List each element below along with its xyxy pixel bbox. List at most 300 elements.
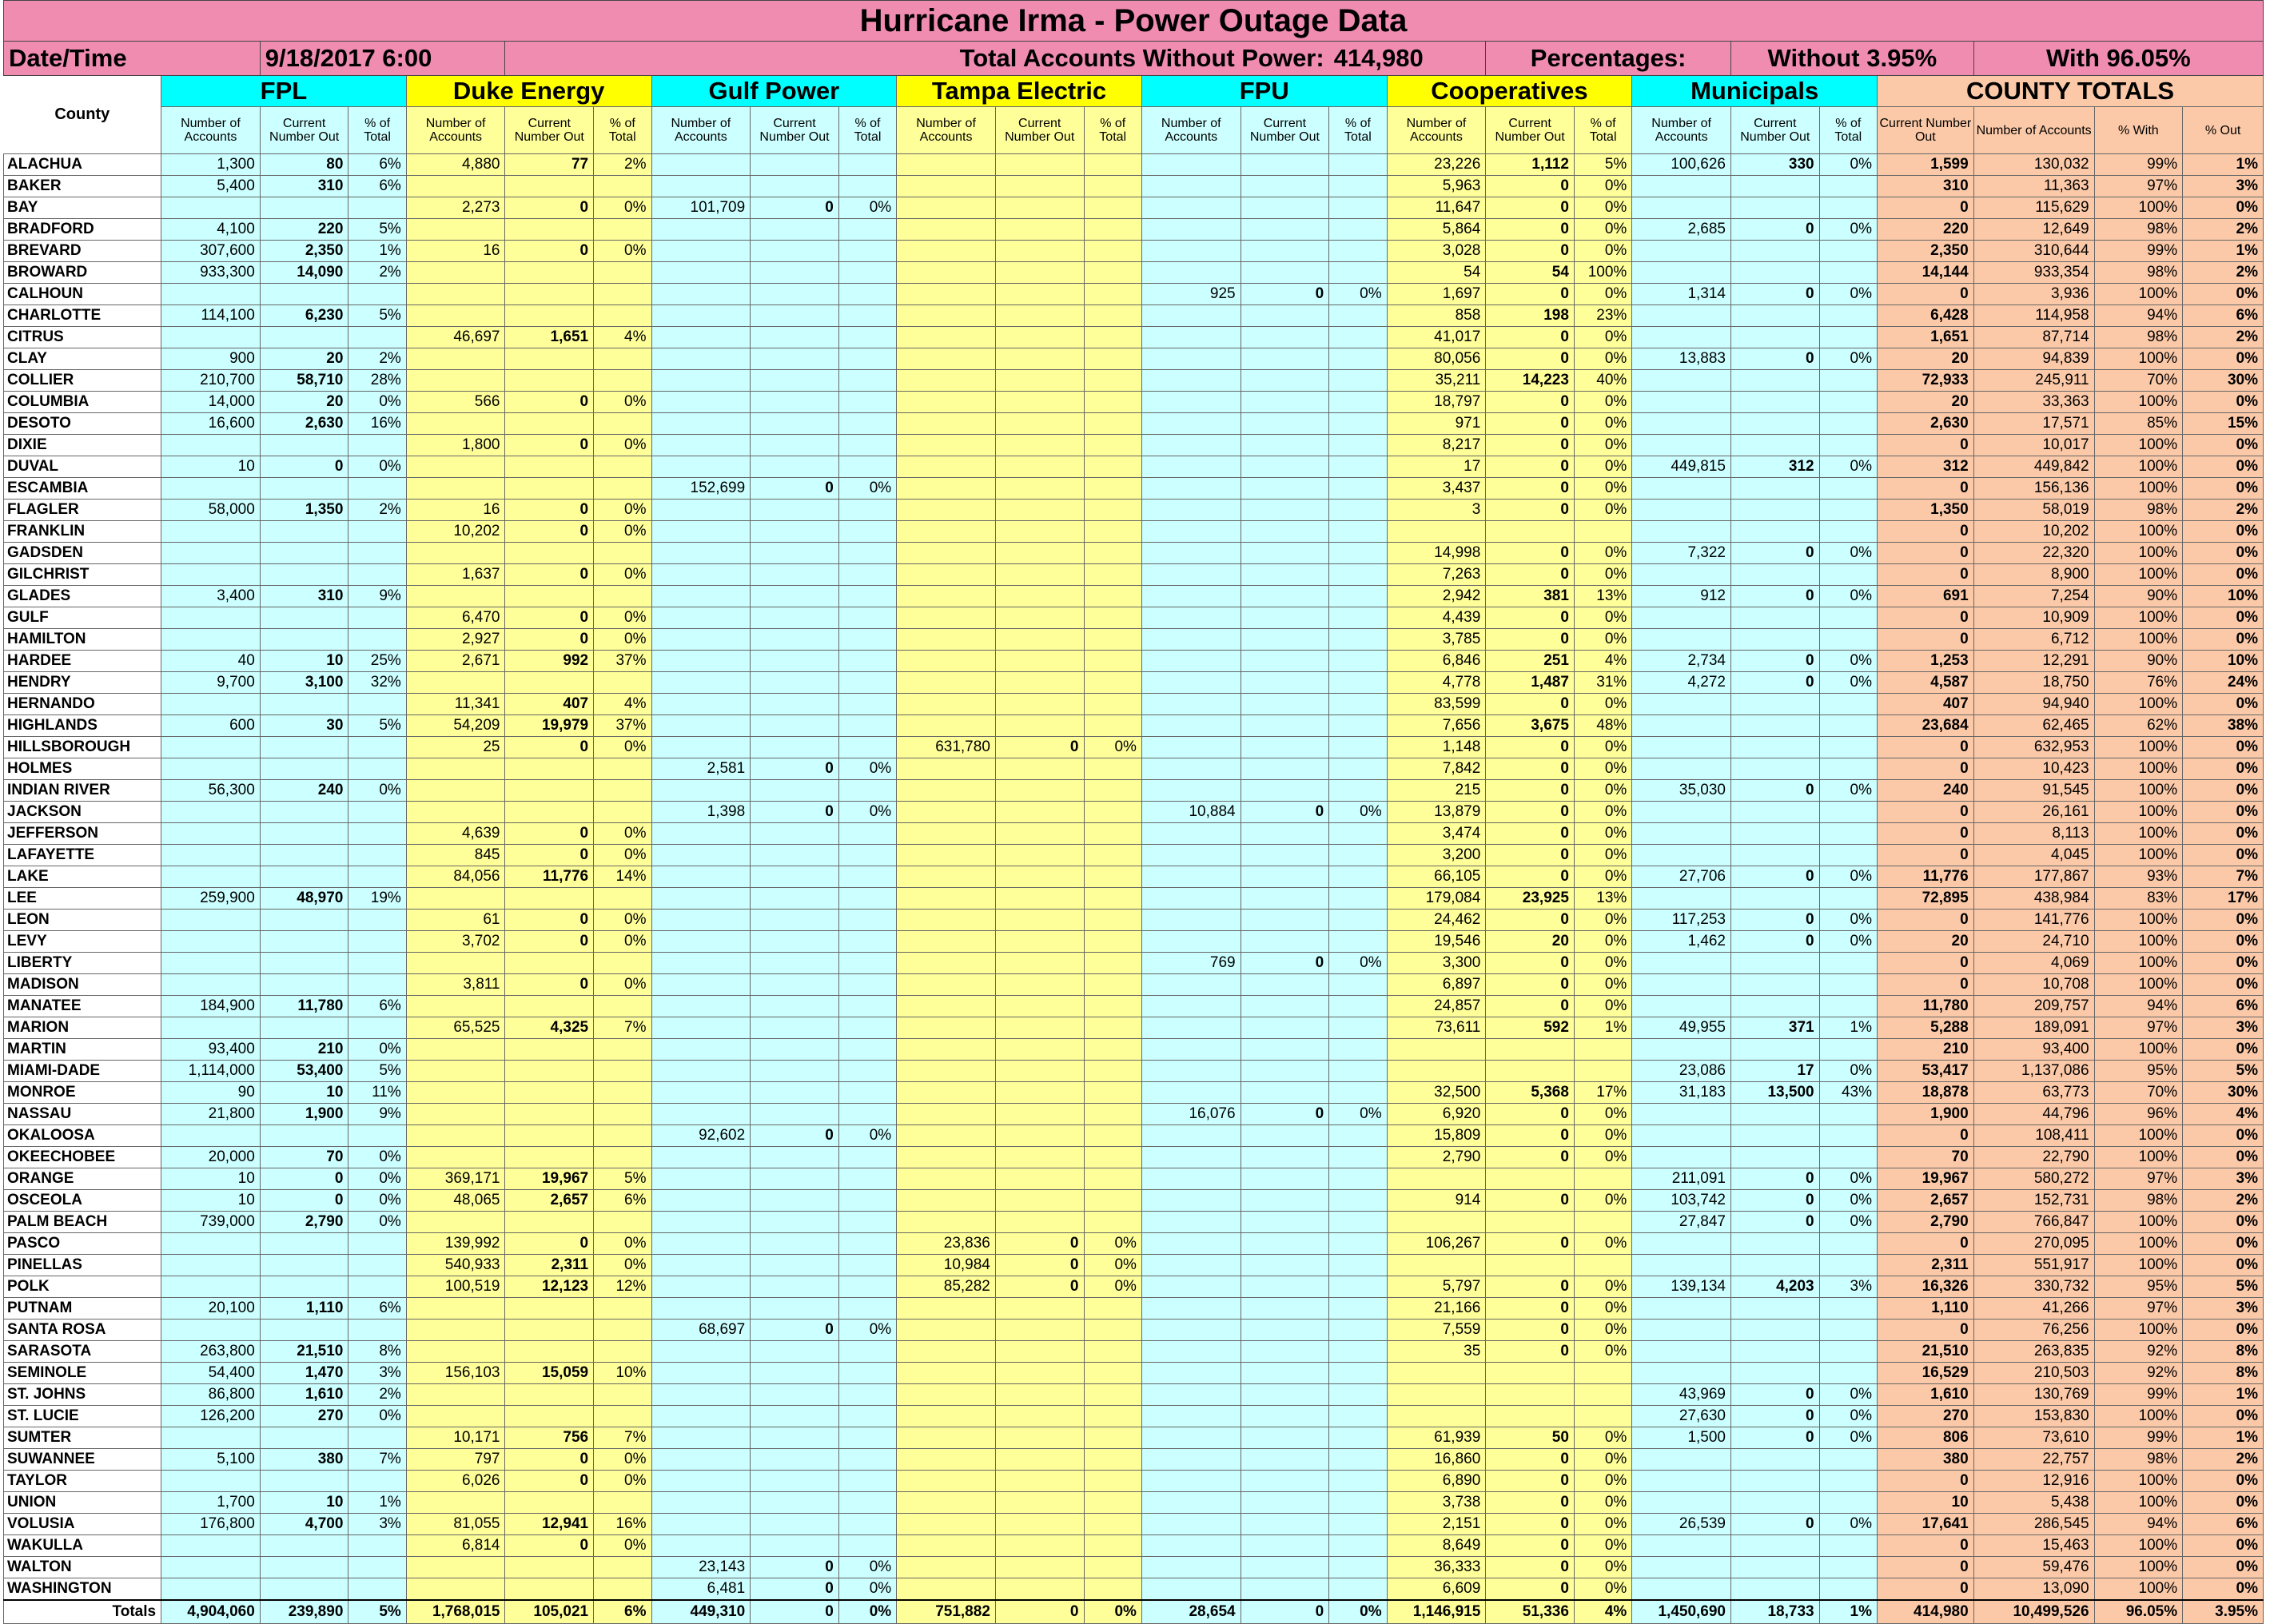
cell [1084, 1492, 1141, 1514]
cell [594, 953, 651, 974]
cell: 1,800 [406, 435, 505, 456]
table-row [4, 672, 2264, 694]
cell [1084, 974, 1141, 996]
cell [594, 348, 651, 370]
cell: 1,110 [1878, 1298, 1974, 1320]
cell: 0 [1878, 737, 1974, 758]
cell: 0% [594, 737, 651, 758]
cell: 0 [1486, 1557, 1575, 1578]
cell: 53,400 [260, 1061, 348, 1082]
cell [897, 1341, 996, 1363]
cell: 23,086 [1632, 1061, 1731, 1082]
cell [1632, 888, 1731, 910]
cell: 100% [2094, 1039, 2183, 1061]
cell: 3,100 [260, 672, 348, 694]
cell: 21,510 [260, 1341, 348, 1363]
cell [651, 931, 751, 953]
cell: 17 [1731, 1061, 1820, 1082]
cell: 46,697 [406, 327, 505, 348]
cell [594, 262, 651, 284]
cell: 0% [1574, 1341, 1631, 1363]
cell [1241, 500, 1329, 521]
cell: 0% [594, 1471, 651, 1492]
cell: 33,363 [1973, 392, 2094, 413]
cell: 756 [505, 1427, 594, 1449]
cell: 739,000 [161, 1212, 261, 1233]
cell: 8% [2183, 1363, 2264, 1384]
cell [1241, 823, 1329, 845]
cell [1329, 1341, 1387, 1363]
cell [995, 370, 1084, 392]
cell: 2,311 [505, 1255, 594, 1276]
cell: 0 [1486, 953, 1575, 974]
table-row [4, 1363, 2264, 1384]
cell [897, 1363, 996, 1384]
cell: 16% [348, 413, 406, 435]
cell: 0 [1486, 392, 1575, 413]
cell: 220 [1878, 219, 1974, 241]
cell [1819, 1492, 1877, 1514]
cell: 1,112 [1486, 154, 1575, 176]
cell: 0 [1486, 780, 1575, 802]
cell [1329, 651, 1387, 672]
cell [651, 370, 751, 392]
cell: 92% [2094, 1341, 2183, 1363]
cell [1632, 478, 1731, 500]
cell [1241, 197, 1329, 219]
cell: 12% [594, 1276, 651, 1298]
cell [505, 586, 594, 607]
cell: 4,880 [406, 154, 505, 176]
cell [594, 1492, 651, 1514]
cell [348, 327, 406, 348]
cell [1141, 241, 1241, 262]
outage-table [3, 0, 2264, 1624]
cell: 97% [2094, 1168, 2183, 1190]
county-name: ST. LUCIE [4, 1406, 161, 1427]
county-name: DUVAL [4, 456, 161, 478]
cell [1141, 1061, 1241, 1082]
cell [1329, 974, 1387, 996]
cell [1329, 241, 1387, 262]
cell [1241, 392, 1329, 413]
cell: 0 [505, 1471, 594, 1492]
cell: 6,470 [406, 607, 505, 629]
cell [1241, 845, 1329, 866]
cell: 68,697 [651, 1320, 751, 1341]
cell: 4,045 [1973, 845, 2094, 866]
cell: 0% [594, 1255, 651, 1276]
cell: 17 [1387, 456, 1486, 478]
cell [161, 845, 261, 866]
cell: 10% [2183, 651, 2264, 672]
cell: 0% [1574, 1190, 1631, 1212]
cell: 0% [594, 241, 651, 262]
cell [1632, 197, 1731, 219]
cell: 0% [838, 1125, 896, 1147]
cell [651, 1039, 751, 1061]
cell [1241, 1578, 1329, 1601]
cell [995, 715, 1084, 737]
cell [594, 478, 651, 500]
cell: 0% [838, 1557, 896, 1578]
cell: 0% [1574, 1449, 1631, 1471]
cell [897, 327, 996, 348]
cell: 2,151 [1387, 1514, 1486, 1535]
cell: 7% [2183, 866, 2264, 888]
county-name: HILLSBOROUGH [4, 737, 161, 758]
cell: 54,400 [161, 1363, 261, 1384]
cell [594, 888, 651, 910]
cell: 259,900 [161, 888, 261, 910]
cell: 0% [594, 435, 651, 456]
cell: 580,272 [1973, 1168, 2094, 1190]
cell: 0% [2183, 823, 2264, 845]
cell [1731, 996, 1820, 1017]
gulf-power-subheader-accounts: Number of Accounts [651, 107, 751, 154]
cell [897, 694, 996, 715]
cell: 94% [2094, 996, 2183, 1017]
cell [751, 348, 839, 370]
cell [505, 1298, 594, 1320]
cell: 96.05% [2094, 1600, 2183, 1624]
cell: 263,800 [161, 1341, 261, 1363]
cell: 0 [1878, 1535, 1974, 1557]
table-row [4, 1492, 2264, 1514]
cell: 22,790 [1973, 1147, 2094, 1168]
cell [1329, 586, 1387, 607]
cell: 0 [1486, 176, 1575, 197]
cell: 11% [348, 1082, 406, 1104]
cell: 0% [2183, 1039, 2264, 1061]
cell [651, 607, 751, 629]
cell [897, 435, 996, 456]
cell [897, 262, 996, 284]
cell: 7,656 [1387, 715, 1486, 737]
cell: 0 [1241, 284, 1329, 305]
cell: 1% [1819, 1600, 1877, 1624]
cell [995, 629, 1084, 651]
cell [995, 1320, 1084, 1341]
cell [260, 607, 348, 629]
cell [406, 1384, 505, 1406]
cell: 11,776 [505, 866, 594, 888]
cell: 3,028 [1387, 241, 1486, 262]
cell [651, 1535, 751, 1557]
cell: 0 [1486, 974, 1575, 996]
cell: 100% [2094, 737, 2183, 758]
cell: 3% [2183, 1168, 2264, 1190]
cell: 0% [1574, 1471, 1631, 1492]
cell: 6,230 [260, 305, 348, 327]
table-row [4, 154, 2264, 176]
cell [348, 931, 406, 953]
cell: 17% [2183, 888, 2264, 910]
county-name: DESOTO [4, 413, 161, 435]
cell [897, 629, 996, 651]
cell: 24% [2183, 672, 2264, 694]
cell [897, 1298, 996, 1320]
cell: 20,100 [161, 1298, 261, 1320]
cell: 80 [260, 154, 348, 176]
cell [348, 1471, 406, 1492]
cell [260, 197, 348, 219]
cell [1329, 1363, 1387, 1384]
cell: 0% [2183, 780, 2264, 802]
cell [594, 1082, 651, 1104]
cell: 0 [1731, 348, 1820, 370]
cell [1084, 1298, 1141, 1320]
cell: 21,800 [161, 1104, 261, 1125]
cell: 15,463 [1973, 1535, 2094, 1557]
with-percentage [1973, 42, 2263, 76]
cell [897, 586, 996, 607]
cell: 30 [260, 715, 348, 737]
cell [348, 1427, 406, 1449]
cell [1731, 1147, 1820, 1168]
cell [1819, 176, 1877, 197]
county-name: LAFAYETTE [4, 845, 161, 866]
cell [897, 1190, 996, 1212]
cell [1819, 1298, 1877, 1320]
cell [838, 953, 896, 974]
cell [838, 607, 896, 629]
cell: 56,300 [161, 780, 261, 802]
cell [1084, 931, 1141, 953]
county-name: CHARLOTTE [4, 305, 161, 327]
cell: 22,320 [1973, 543, 2094, 564]
cell: 2,790 [1878, 1212, 1974, 1233]
cell [1084, 154, 1141, 176]
cell: 26,539 [1632, 1514, 1731, 1535]
cell [260, 1125, 348, 1147]
cell: 1,500 [1632, 1427, 1731, 1449]
cell [161, 435, 261, 456]
cell [995, 197, 1084, 219]
cell [1329, 672, 1387, 694]
cell: 7% [348, 1449, 406, 1471]
table-row [4, 1255, 2264, 1276]
cell [897, 931, 996, 953]
cell: 0% [838, 802, 896, 823]
cell: 2,942 [1387, 586, 1486, 607]
cell: 592 [1486, 1017, 1575, 1039]
cell: 184,900 [161, 996, 261, 1017]
cell [1084, 629, 1141, 651]
county-name: MANATEE [4, 996, 161, 1017]
county-name: SEMINOLE [4, 1363, 161, 1384]
cell: 6,890 [1387, 1471, 1486, 1492]
cell: 32,500 [1387, 1082, 1486, 1104]
cell [838, 888, 896, 910]
cell [594, 1039, 651, 1061]
cell: 0% [2183, 1471, 2264, 1492]
cell [1632, 1255, 1731, 1276]
cell [1632, 564, 1731, 586]
group-header-duke-energy: Duke Energy [406, 76, 651, 107]
cell [1329, 176, 1387, 197]
cell: 0 [1486, 1449, 1575, 1471]
cell [751, 327, 839, 348]
cell: 5% [348, 305, 406, 327]
cell [1329, 478, 1387, 500]
cell: 0% [1574, 543, 1631, 564]
cell: 91,545 [1973, 780, 2094, 802]
cell [348, 845, 406, 866]
cell: 5,797 [1387, 1276, 1486, 1298]
county-name: BROWARD [4, 262, 161, 284]
cell [1819, 435, 1877, 456]
cell [1241, 1471, 1329, 1492]
cell [1241, 1190, 1329, 1212]
cell [1241, 931, 1329, 953]
cell: 14,000 [161, 392, 261, 413]
cell [260, 629, 348, 651]
cell: 4% [594, 327, 651, 348]
table-row [4, 1276, 2264, 1298]
cell [1329, 845, 1387, 866]
cell [505, 1384, 594, 1406]
cell: 50 [1486, 1427, 1575, 1449]
cell: 2,581 [651, 758, 751, 780]
cell [1731, 1341, 1820, 1363]
county-name: MONROE [4, 1082, 161, 1104]
cell: 93,400 [1973, 1039, 2094, 1061]
cell: 20 [1486, 931, 1575, 953]
cell: 152,731 [1973, 1190, 2094, 1212]
cell: 4% [1574, 1600, 1631, 1624]
cell: 24,857 [1387, 996, 1486, 1017]
cell [1241, 176, 1329, 197]
county-name: GULF [4, 607, 161, 629]
cell: 6,712 [1973, 629, 2094, 651]
cell [1084, 996, 1141, 1017]
cell: 0 [1486, 758, 1575, 780]
cell [1329, 219, 1387, 241]
cell [838, 435, 896, 456]
cell [260, 737, 348, 758]
cell: 0% [594, 629, 651, 651]
cell [1084, 262, 1141, 284]
county-name: ORANGE [4, 1168, 161, 1190]
table-row [4, 1320, 2264, 1341]
duke-energy-subheader-accounts: Number of Accounts [406, 107, 505, 154]
county-name: COLLIER [4, 370, 161, 392]
cell: 0 [505, 629, 594, 651]
cell [594, 413, 651, 435]
cell: 198 [1486, 305, 1575, 327]
cell: 1,253 [1878, 651, 1974, 672]
cell: 0 [1486, 694, 1575, 715]
cell [1819, 262, 1877, 284]
cell: 106,267 [1387, 1233, 1486, 1255]
group-header-county-totals: COUNTY TOTALS [1878, 76, 2264, 107]
cell [897, 543, 996, 564]
cell [897, 521, 996, 543]
cell: 85,282 [897, 1276, 996, 1298]
cell [651, 1471, 751, 1492]
table-row [4, 1406, 2264, 1427]
cell: 0% [1574, 241, 1631, 262]
cell: 0% [1819, 1514, 1877, 1535]
cell [1241, 1233, 1329, 1255]
cell [897, 1514, 996, 1535]
cell [1084, 543, 1141, 564]
cell: 27,847 [1632, 1212, 1731, 1233]
cell [161, 953, 261, 974]
cell: 23% [1574, 305, 1631, 327]
cell: 2% [594, 154, 651, 176]
cell: 100,626 [1632, 154, 1731, 176]
cell: 96% [2094, 1104, 2183, 1125]
cell: 72,933 [1878, 370, 1974, 392]
cell: 76% [2094, 672, 2183, 694]
cell: 5,438 [1973, 1492, 2094, 1514]
cell [594, 305, 651, 327]
cell [838, 780, 896, 802]
county-name: COLUMBIA [4, 392, 161, 413]
cell [1329, 1082, 1387, 1104]
cell [1731, 521, 1820, 543]
cell [751, 1471, 839, 1492]
cell [995, 823, 1084, 845]
cell [1241, 241, 1329, 262]
table-row [4, 500, 2264, 521]
page-title: Hurricane Irma - Power Outage Data [4, 1, 2264, 42]
cell [348, 737, 406, 758]
cell [505, 953, 594, 974]
cell [594, 543, 651, 564]
cell [651, 996, 751, 1017]
cell [651, 284, 751, 305]
cell: 5% [594, 1168, 651, 1190]
cell: 95% [2094, 1276, 2183, 1298]
cell: 0 [1878, 1471, 1974, 1492]
cell: 0 [1878, 435, 1974, 456]
cell: 0% [1574, 694, 1631, 715]
cell [161, 1276, 261, 1298]
cell [751, 1535, 839, 1557]
cell [505, 1061, 594, 1082]
cell [1329, 910, 1387, 931]
cell: 6,920 [1387, 1104, 1486, 1125]
cell: 0 [260, 1168, 348, 1190]
cell: 210,700 [161, 370, 261, 392]
cell: 0% [1329, 953, 1387, 974]
cell [751, 413, 839, 435]
cell [1241, 1212, 1329, 1233]
cell [897, 413, 996, 435]
cell: 3% [348, 1363, 406, 1384]
cell: 380 [260, 1449, 348, 1471]
cell: 98% [2094, 262, 2183, 284]
cell [995, 1341, 1084, 1363]
cell: 0% [594, 1233, 651, 1255]
cell: 0% [1574, 1578, 1631, 1601]
cell [651, 521, 751, 543]
cell [1241, 413, 1329, 435]
cell [1819, 1233, 1877, 1255]
cell: 100% [2094, 1233, 2183, 1255]
county-name: LIBERTY [4, 953, 161, 974]
cell: 58,019 [1973, 500, 2094, 521]
cell [995, 1082, 1084, 1104]
cell: 0 [505, 392, 594, 413]
cell [751, 910, 839, 931]
cell: 3,738 [1387, 1492, 1486, 1514]
table-row [4, 910, 2264, 931]
cell: 0 [1878, 845, 1974, 866]
